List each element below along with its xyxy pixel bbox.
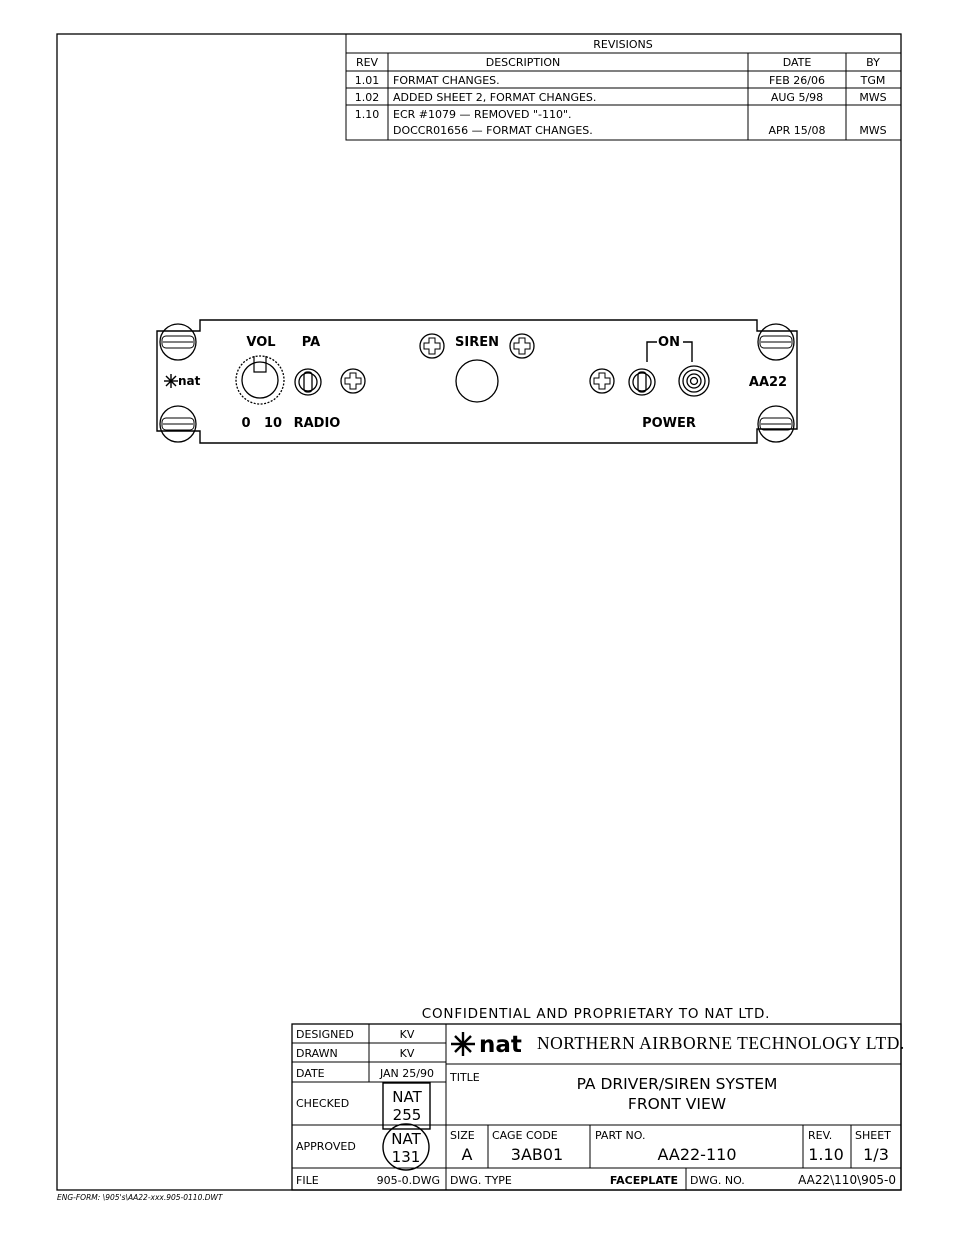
model-label: AA22 [748,375,788,390]
part-value: AA22-110 [657,1145,737,1164]
dwg-type-value: FACEPLATE [609,1174,678,1187]
mount-screw-icon [160,406,196,442]
cage-label: CAGE CODE [492,1129,558,1142]
title-line-1: PA DRIVER/SIREN SYSTEM [576,1075,778,1093]
radio-label: RADIO [293,416,341,431]
siren-button[interactable] [456,360,498,402]
dwg-no-value: AA22\110\905-0 [798,1173,896,1187]
rev-label: REV. [808,1129,833,1142]
rev-row-1-desc: FORMAT CHANGES. [393,74,500,87]
file-label: FILE [296,1174,319,1187]
company-name: NORTHERN AIRBORNE TECHNOLOGY LTD. [537,1033,905,1053]
date-label: DATE [296,1067,325,1080]
date-value: JAN 25/90 [379,1067,435,1080]
rev-value: 1.10 [808,1145,844,1164]
part-label: PART NO. [595,1129,646,1142]
size-value: A [461,1145,473,1164]
rev-row-3-by: MWS [859,124,887,137]
revisions-heading: REVISIONS [593,38,653,51]
power-label: POWER [642,416,696,431]
by-col-header: BY [866,56,880,69]
designed-label: DESIGNED [296,1028,354,1041]
cage-value: 3AB01 [510,1145,564,1164]
file-value: 905-0.DWG [376,1174,440,1187]
rev-row-1-by: TGM [860,74,886,87]
checked-label: CHECKED [296,1097,350,1110]
pa-radio-toggle[interactable] [295,369,321,395]
rev-row-3-desc: ECR #1079 — REMOVED "-110". [393,108,572,121]
drawn-value: KV [399,1047,415,1060]
pa-label: PA [301,335,321,350]
drawn-label: DRAWN [296,1047,338,1060]
size-label: SIZE [450,1129,475,1142]
dwg-no-label: DWG. NO. [690,1174,745,1187]
on-label: ON [658,335,680,350]
vol-scale-max: 10 [263,416,283,431]
mount-screw-icon [160,324,196,360]
title-line-2: FRONT VIEW [627,1095,727,1113]
rev-row-1-rev: 1.01 [354,74,380,87]
vol-scale-min: 0 [241,416,251,431]
phillips-screw-icon [510,334,534,358]
company-logo-text: nat [479,1032,522,1058]
sheet-label: SHEET [855,1129,891,1142]
designed-value: KV [399,1028,415,1041]
rev-row-3-desc-2: DOCCR01656 — FORMAT CHANGES. [393,124,593,137]
nat-logo-icon [164,374,201,388]
phillips-screw-icon [420,334,444,358]
checked-stamp-line-1: NAT [392,1088,422,1106]
rev-row-2-date: AUG 5/98 [770,91,824,104]
approved-stamp-line-2: 131 [391,1148,421,1166]
rev-col-header: REV [355,56,379,69]
mount-screw-icon [758,324,794,360]
rev-row-2-desc: ADDED SHEET 2, FORMAT CHANGES. [393,91,597,104]
title-label: TITLE [450,1071,480,1084]
phillips-screw-icon [590,369,614,393]
rev-row-3-rev: 1.10 [354,108,380,121]
confidential-notice: CONFIDENTIAL AND PROPRIETARY TO NAT LTD. [421,1006,771,1022]
rev-row-3-date: APR 15/08 [768,124,826,137]
rev-row-1-date: FEB 26/06 [768,74,826,87]
siren-label: SIREN [455,335,499,350]
volume-knob[interactable] [236,356,284,404]
phillips-screw-icon [341,369,365,393]
dwg-type-label: DWG. TYPE [450,1174,512,1187]
vol-label: VOL [246,335,276,350]
desc-col-header: DESCRIPTION [485,56,561,69]
faceplate-logo-text: nat [178,374,201,388]
rev-row-2-by: MWS [859,91,887,104]
approved-label: APPROVED [296,1140,356,1153]
company-logo-icon [451,1032,522,1058]
date-col-header: DATE [782,56,812,69]
form-path: ENG-FORM: \905's\AA22-xxx.905-0110.DWT [57,1193,223,1202]
power-indicator-lamp [679,366,709,396]
sheet-value: 1/3 [863,1145,889,1164]
rev-row-2-rev: 1.02 [354,91,380,104]
mount-screw-icon [758,406,794,442]
checked-stamp-line-2: 255 [392,1106,422,1124]
approved-stamp-line-1: NAT [391,1130,421,1148]
power-toggle[interactable] [629,369,655,395]
